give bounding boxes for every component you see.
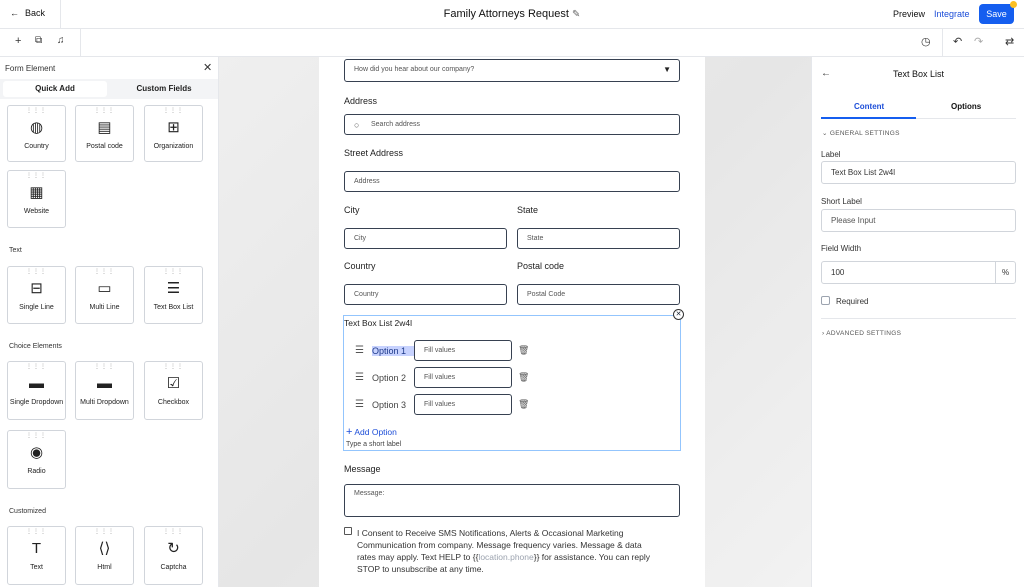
element-checkbox[interactable]: ⋮⋮⋮ ☑ Checkbox [144, 361, 203, 420]
text-box-list-icon: ☰ [166, 280, 181, 297]
element-postal-code[interactable]: ⋮⋮⋮ ▤ Postal code [75, 105, 134, 162]
tab-quick-add[interactable]: Quick Add [3, 81, 107, 97]
history-icon[interactable]: ◷ [921, 36, 931, 48]
radio-icon: ◉ [29, 444, 44, 461]
integrate-button[interactable]: Integrate [934, 9, 970, 19]
section-choice: Choice Elements [9, 343, 62, 350]
city-label: City [344, 205, 360, 215]
arrow-left-icon[interactable]: ← [821, 68, 831, 79]
drag-handle-icon[interactable]: ☰ [355, 399, 364, 410]
form-title[interactable]: Family Attorneys Request ✎ [443, 8, 581, 20]
search-icon: ○ [354, 120, 360, 130]
captcha-icon: ↻ [167, 540, 180, 557]
source-dropdown[interactable]: How did you hear about our company? ▼ [344, 59, 680, 82]
divider [942, 29, 943, 57]
option-label[interactable]: Option 3 [372, 399, 407, 410]
globe-icon: ◍ [29, 119, 44, 136]
bell-icon[interactable]: ♫ [57, 35, 65, 46]
postal-input[interactable]: Postal Code [517, 284, 680, 305]
consent-text: I Consent to Receive SMS Notifications, Alerts & Occasional Marketing Communication from company. Message frequency varies. Message & data rates may apply. Text HELP to {{location.phone}} for assistance. You can reply STOP to unsubscribe at any time. [357, 528, 650, 574]
element-single-dropdown[interactable]: ⋮⋮⋮ ▬ Single Dropdown [7, 361, 66, 420]
option-row [355, 367, 529, 388]
drag-handle-icon[interactable]: ☰ [355, 345, 364, 356]
postal-icon: ▤ [97, 119, 112, 136]
section-customized: Customized [9, 508, 46, 515]
layers-icon[interactable]: ⧉ [35, 35, 43, 46]
short-label-hint: Type a short label [346, 441, 402, 448]
single-line-icon: ⊟ [30, 280, 43, 297]
option-row [355, 340, 529, 361]
element-html[interactable]: ⋮⋮⋮ ⟨⟩ Html [75, 526, 134, 585]
text-icon: T [31, 540, 42, 557]
trash-icon[interactable]: 🗑 [518, 399, 530, 409]
element-multi-dropdown[interactable]: ⋮⋮⋮ ▬ Multi Dropdown [75, 361, 134, 420]
properties-panel [811, 57, 1024, 587]
city-input[interactable]: City [344, 228, 507, 249]
panel-title: Text Box List [892, 69, 945, 79]
required-label: Required [836, 297, 869, 306]
undo-icon[interactable]: ↶ [953, 36, 963, 48]
trash-icon[interactable]: 🗑 [518, 372, 530, 382]
caret-down-icon: ▼ [663, 65, 671, 74]
preview-button[interactable]: Preview [893, 9, 926, 19]
element-single-line[interactable]: ⋮⋮⋮ ⊟ Single Line [7, 266, 66, 324]
back-button[interactable]: ← Back [10, 8, 46, 18]
field-width-label: Field Width [821, 244, 862, 253]
country-label: Country [344, 261, 376, 271]
tab-custom-fields[interactable]: Custom Fields [136, 84, 192, 93]
fill-values-input[interactable]: Fill values [414, 367, 512, 388]
checkbox-icon: ☑ [166, 375, 181, 392]
organization-icon: ⊞ [167, 119, 180, 136]
drag-handle-icon[interactable]: ☰ [355, 372, 364, 383]
option-label[interactable]: Option 2 [372, 372, 407, 383]
element-country[interactable]: ⋮⋮⋮ ◍ Country [7, 105, 66, 162]
element-multi-line[interactable]: ⋮⋮⋮ ▭ Multi Line [75, 266, 134, 324]
address-search-input[interactable]: ○ Search address [344, 114, 680, 135]
element-captcha[interactable]: ⋮⋮⋮ ↻ Captcha [144, 526, 203, 585]
save-button[interactable]: Save [979, 4, 1014, 24]
remove-field-icon[interactable]: ✕ [673, 309, 684, 320]
message-textarea[interactable]: Message: [344, 484, 680, 517]
panel-tabs [0, 79, 219, 99]
text-box-list-label: Text Box List 2w4l [344, 318, 413, 328]
add-option-button[interactable]: + Add Option [346, 426, 397, 438]
label-input[interactable]: Text Box List 2w4l [821, 161, 1016, 184]
element-organization[interactable]: ⋮⋮⋮ ⊞ Organization [144, 105, 203, 162]
street-address-input[interactable]: Address [344, 171, 680, 192]
consent-checkbox[interactable] [344, 527, 352, 535]
country-input[interactable]: Country [344, 284, 507, 305]
fill-values-input[interactable]: Fill values [414, 394, 512, 415]
element-radio[interactable]: ⋮⋮⋮ ◉ Radio [7, 430, 66, 489]
required-checkbox[interactable] [821, 296, 830, 305]
close-icon[interactable]: ✕ [203, 62, 213, 74]
short-label-input[interactable]: Please Input [821, 209, 1016, 232]
tab-content[interactable]: Content [854, 102, 885, 111]
multi-line-icon: ▭ [97, 280, 112, 297]
divider [821, 318, 1016, 319]
pencil-icon[interactable]: ✎ [571, 9, 581, 20]
settings-sliders-icon[interactable]: ⇄ [1005, 36, 1015, 48]
divider [80, 29, 81, 57]
option-label[interactable]: Option 1 [372, 346, 414, 356]
redo-icon[interactable]: ↷ [974, 36, 984, 48]
dropdown-icon: ▬ [29, 375, 44, 392]
element-text[interactable]: ⋮⋮⋮ T Text [7, 526, 66, 585]
general-settings-toggle[interactable]: ⌄ GENERAL SETTINGS [822, 130, 900, 137]
code-icon: ⟨⟩ [98, 540, 111, 557]
panel-title: Form Element [5, 64, 56, 73]
trash-icon[interactable]: 🗑 [518, 345, 530, 355]
section-text: Text [9, 247, 22, 254]
message-label: Message [344, 464, 381, 474]
notification-dot [1010, 1, 1017, 8]
top-bar [0, 0, 1024, 29]
postal-label: Postal code [517, 261, 565, 271]
field-width-input[interactable]: 100 % [821, 261, 1016, 284]
tab-options[interactable]: Options [951, 102, 982, 111]
advanced-settings-toggle[interactable]: › ADVANCED SETTINGS [822, 330, 902, 337]
arrow-left-icon: ← [10, 8, 19, 18]
chevron-down-icon: ⌄ [822, 130, 828, 137]
plus-icon: + [346, 426, 353, 438]
state-input[interactable]: State [517, 228, 680, 249]
chevron-right-icon: › [822, 330, 825, 337]
option-row [355, 394, 529, 415]
active-tab-underline [821, 117, 916, 119]
street-label: Street Address [344, 148, 404, 158]
short-label-label: Short Label [821, 197, 862, 206]
address-label: Address [344, 96, 378, 106]
form-element-panel [0, 57, 219, 587]
state-label: State [517, 205, 539, 215]
toolbar [0, 29, 1024, 57]
website-icon: ▦ [29, 184, 44, 201]
element-website[interactable]: ⋮⋮⋮ ▦ Website [7, 170, 66, 228]
element-text-box-list[interactable]: ⋮⋮⋮ ☰ Text Box List [144, 266, 203, 324]
label-label: Label [821, 150, 841, 159]
fill-values-input[interactable]: Fill values [414, 340, 512, 361]
multi-dropdown-icon: ▬ [97, 375, 112, 392]
add-icon[interactable]: + [15, 35, 22, 47]
